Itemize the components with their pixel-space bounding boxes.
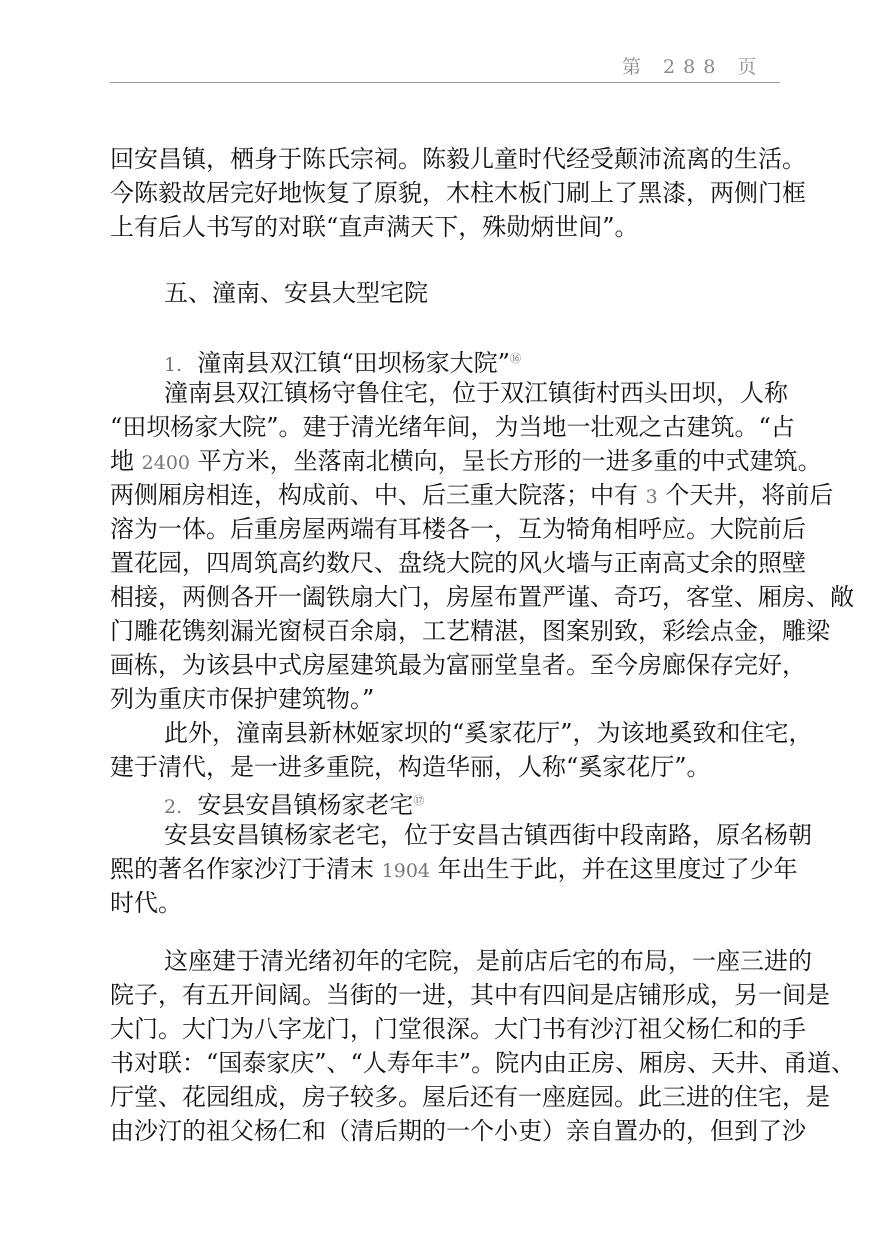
text-fragment: 个天井，将前后 bbox=[657, 481, 834, 509]
page-body bbox=[110, 142, 856, 1148]
text-line: 门雕花镌刻漏光窗棂百余扇，工艺精湛，图案别致，彩绘点金，雕梁 bbox=[110, 617, 830, 645]
section-heading: 五、潼南、安县大型宅院 bbox=[164, 279, 428, 307]
footnote-marker: ⑰ bbox=[413, 794, 425, 807]
text-line: 院子，有五开间阔。当街的一进，其中有四间是店铺形成，另一间是 bbox=[110, 981, 830, 1009]
paragraph-yang-courtyard bbox=[110, 376, 854, 716]
inline-number: 3 bbox=[645, 486, 658, 508]
text-line: 潼南县双江镇杨守鲁住宅，位于双江镇街村西头田坝，人称 bbox=[164, 379, 788, 407]
text-line: 时代。 bbox=[110, 889, 182, 917]
text-line: 由沙汀的祖父杨仁和（清后期的一个小吏）亲自置办的，但到了沙 bbox=[110, 1117, 806, 1145]
subsection-title: 安县安昌镇杨家老宅 bbox=[197, 791, 414, 819]
text-line: 相接，两侧各开一阖铁扇大门，房屋布置严谨、奇巧，客堂、厢房、敞 bbox=[110, 583, 854, 611]
text-line: 列为重庆市保护建筑物。” bbox=[110, 685, 375, 713]
paragraph-xi-family-hall bbox=[110, 716, 813, 784]
subsection-heading-1 bbox=[110, 342, 782, 376]
header-rule bbox=[110, 82, 780, 83]
subsection-number: 1. bbox=[164, 354, 183, 376]
text-line: 大门。大门为八字龙门，门堂很深。大门书有沙汀祖父杨仁和的手 bbox=[110, 1015, 806, 1043]
text-fragment: 熙的著名作家沙汀于清末 bbox=[110, 855, 382, 883]
paragraph-yang-old-house bbox=[110, 818, 812, 920]
subsection-title: 潼南县双江镇“田坝杨家大院” bbox=[197, 349, 510, 377]
text-line: 建于清代，是一进多重院，构造华丽，人称“奚家花厅”。 bbox=[110, 753, 711, 781]
text-line: 置花园，四周筑高约数尺、盘绕大院的风火墙与正南高丈余的照壁 bbox=[110, 549, 806, 577]
text-line: “田坝杨家大院”。建于清光绪年间，为当地一壮观之古建筑。“占 bbox=[110, 413, 795, 441]
paragraph-courtyard-layout bbox=[110, 944, 856, 1148]
text-line: 厅堂、花园组成，房子较多。屋后还有一座庭园。此三进的住宅，是 bbox=[110, 1083, 830, 1111]
text-fragment: 平方米，坐落南北横向，呈长方形的一进多重的中式建筑。 bbox=[190, 447, 822, 475]
text-line: 画栋，为该县中式房屋建筑最为富丽堂皇者。至今房廊保存完好， bbox=[110, 651, 806, 679]
text-line: 今陈毅故居完好地恢复了原貌，木柱木板门刷上了黑漆，两侧门框 bbox=[110, 179, 806, 207]
subsection-number: 2. bbox=[164, 796, 183, 818]
text-fragment: 年出生于此，并在这里度过了少年 bbox=[430, 855, 798, 883]
text-line: 安县安昌镇杨家老宅，位于安昌古镇西街中段南路，原名杨朝 bbox=[164, 821, 812, 849]
text-line bbox=[110, 478, 834, 512]
page-number-header: 第 288 页 bbox=[622, 56, 765, 78]
text-line bbox=[110, 852, 798, 886]
paragraph-chen-yi-residence bbox=[110, 142, 806, 244]
text-line: 上有后人书写的对联“直声满天下，殊勋炳世间”。 bbox=[110, 213, 639, 241]
text-line: 这座建于清光绪初年的宅院，是前店后宅的布局，一座三进的 bbox=[164, 947, 812, 975]
footnote-marker: ⑯ bbox=[509, 352, 521, 365]
text-fragment: 地 bbox=[110, 447, 142, 475]
text-fragment: 两侧厢房相连，构成前、中、后三重大院落；中有 bbox=[110, 481, 646, 509]
text-line: 书对联：“国泰家庆”、“人寿年丰”。院内由正房、厢房、天井、甬道、 bbox=[110, 1049, 856, 1077]
inline-number: 2400 bbox=[141, 452, 190, 474]
text-line bbox=[110, 444, 822, 478]
subsection-heading-2 bbox=[110, 784, 782, 818]
text-line: 此外，潼南县新林姬家坝的“奚家花厅”，为该地奚致和住宅， bbox=[164, 719, 813, 747]
text-line: 回安昌镇，栖身于陈氏宗祠。陈毅儿童时代经受颠沛流离的生活。 bbox=[110, 145, 806, 173]
inline-number: 1904 bbox=[381, 860, 430, 882]
text-line: 溶为一体。后重房屋两端有耳楼各一，互为犄角相呼应。大院前后 bbox=[110, 515, 806, 543]
